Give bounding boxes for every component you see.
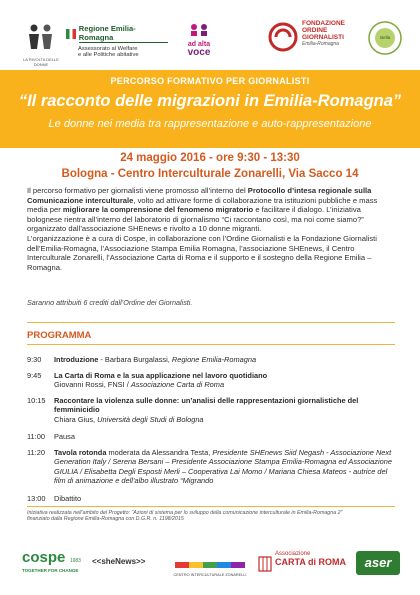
zonarelli-colorbar-icon — [175, 562, 245, 568]
fondazione-line2: ORDINE — [302, 27, 328, 34]
programma-divider — [27, 344, 395, 345]
colosseum-icon — [258, 553, 272, 573]
cospe-year: 1983 — [69, 558, 81, 564]
intro-text — [27, 186, 397, 272]
programma-title: PROGRAMMA — [27, 330, 92, 341]
program-heading: La Carta di Roma e la sua applicazione nel lavoro quotidiano — [54, 371, 268, 380]
aser-logo — [356, 551, 400, 575]
program-heading: Dibattito — [54, 494, 82, 503]
credits-note: Saranno attribuiti 6 crediti dall’Ordine dei Giornalisti. — [27, 298, 193, 307]
fondazione-line1: FONDAZIONE — [302, 20, 345, 27]
cospe-logo — [22, 549, 82, 573]
program-heading: Introduzione — [54, 355, 99, 364]
intro-paragraph-1 — [27, 186, 397, 234]
regione-name: Regione Emilia-Romagna — [79, 24, 168, 43]
program-time: 11:00 — [27, 432, 45, 441]
program-speaker-affiliation: Università degli Studi di Bologna — [97, 414, 204, 424]
footer-divider — [27, 506, 395, 507]
carta-line2: CARTA di ROMA — [275, 557, 346, 567]
round-seal-logo — [367, 20, 403, 56]
program-item — [27, 448, 397, 488]
program-speaker: Chiara Gius, — [54, 414, 98, 424]
shenews-logo: <<sheNews>> — [92, 557, 146, 566]
seal-label: stella — [379, 35, 391, 40]
top-logo-strip — [0, 0, 420, 70]
rivolta-donne-logo — [20, 22, 62, 67]
women-silhouettes-icon — [20, 22, 62, 52]
program-time: 9:30 — [27, 355, 42, 364]
banner-kicker: PERCORSO FORMATIVO PER GIORNALISTI — [110, 76, 310, 86]
regione-logo — [66, 24, 168, 64]
aser-wordmark: aser — [364, 555, 392, 570]
program-heading: Raccontare la violenza sulle donne: un’analisi delle rappresentazioni giornalistiche del femminicidio — [54, 396, 359, 415]
regione-flag-icon — [66, 29, 76, 39]
banner-title: “Il racconto delle migrazioni in Emilia-Romagna” — [18, 92, 402, 110]
footnote-line1: Iniziativa realizzata nell’ambito del Progetto: “Azioni di sistema per lo sviluppo della comunicazione interculturale in Emilia-Romagna 2” — [27, 510, 343, 516]
program-speaker-affiliation: Associazione Carta di Roma — [130, 380, 225, 390]
title-banner — [0, 70, 420, 148]
fondazione-line4: Emilia-Romagna — [302, 41, 339, 47]
program-item — [27, 432, 397, 442]
program-detail: - Barbara Burgalassi, — [98, 355, 172, 364]
event-location: Bologna - Centro Interculturale Zonarelli, Via Sacco 14 — [61, 168, 359, 180]
fondazione-line3: GIORNALISTI — [302, 34, 344, 41]
fondazione-logo — [268, 20, 360, 60]
program-heading: Pausa — [54, 432, 75, 441]
intro-p1-a: Il percorso formativo per giornalisti viene promosso all’interno del — [27, 186, 248, 195]
ad-alta-voce-logo — [176, 22, 222, 62]
roundtable-participants: Siid Negash - Associazione Next Generation Italy / Serena Bersani – Presidente Associazione Stampa Emilia-Romagna ed Associazione GIULIA / Elisabetta Degli Esposti Merli – Cooperativa Lai Momo / Mariana Chiesa Mateos - autrice del film di animazione e dell’albo illustrato “Migrando — [54, 448, 392, 486]
cospe-tagline: TOGETHER FOR CHANGE — [22, 568, 79, 573]
program-time: 10:15 — [27, 396, 46, 405]
intro-p1-d: migliorare la comprensione del fenomeno migratorio — [62, 205, 254, 215]
fondazione-emblem-icon — [268, 22, 298, 52]
section-divider — [27, 322, 395, 323]
intro-p1-c: , volto ad attivare forme di collaborazione tra istituzioni pubbliche e mass media per — [27, 195, 378, 215]
bottom-logo-strip — [0, 545, 420, 595]
program-item — [27, 355, 397, 365]
program-item — [27, 494, 397, 504]
intro-p1-b: Protocollo d’intesa regionale sulla Comunicazione interculturale — [27, 186, 372, 205]
program-time: 11:20 — [27, 448, 45, 457]
speech-figures-icon — [188, 22, 210, 36]
program-speaker: Giovanni Rossi, FNSI / — [54, 380, 131, 390]
carta-line1: Associazione — [275, 551, 311, 557]
program-item — [27, 396, 397, 426]
program-detail: moderata da Alessandra Testa, — [106, 448, 213, 457]
zonarelli-caption: CENTRO INTERCULTURALE ZONARELLI — [173, 573, 247, 577]
footnote-line2: finanziato dalla Regione Emilia-Romagna con D.G.R. n. 1198/2015 — [27, 516, 184, 523]
cospe-wordmark: cospe — [22, 549, 66, 566]
regione-dept-line2: e alle Politiche abitative — [78, 52, 139, 58]
intro-p1-e: e facilitare il dialogo. L’iniziativa bolognese rientra all’interno del laboratorio di giornalismo “Ci raccontano così, ma noi come siamo?” organizzato dall’associazione SHEnews e rivolto a 10 donne migranti. — [27, 205, 364, 234]
program-time: 13:00 — [27, 494, 46, 503]
program-detail-italic: Presidente SHEnews — [212, 448, 283, 457]
funding-footnote — [27, 510, 397, 523]
program-detail-italic: Regione Emilia-Romagna — [171, 355, 257, 364]
program-heading: Tavola rotonda — [54, 448, 107, 457]
event-date: 24 maggio 2016 - ore 9:30 - 13:30 — [120, 152, 300, 164]
rivolta-donne-caption: LA RIVOLTA DELLE DONNE — [23, 57, 59, 67]
program-item — [27, 371, 397, 391]
program-time: 9:45 — [27, 371, 42, 380]
banner-subtitle: Le donne nei media tra rappresentazione e auto-rappresentazione — [48, 118, 372, 130]
voce-line1: ad alta — [187, 41, 211, 48]
zonarelli-logo — [170, 555, 250, 577]
intro-paragraph-2: L’organizzazione è a cura di Cospe, in collaborazione con l’Ordine Giornalisti e la Fondazione Giornalisti dell’Emilia-Romagna, l’Associazione Stampa Emilia Romagna, l’associazione SHEnews, il Centro Interculturale Zonarelli, l’Associazione Carta di Roma e il supporto e il sostegno della Regione Emilia – Romagna. — [27, 233, 377, 272]
regione-dept-line1: Assessorato al Welfare — [78, 46, 138, 52]
voce-line2: voce — [187, 47, 211, 58]
